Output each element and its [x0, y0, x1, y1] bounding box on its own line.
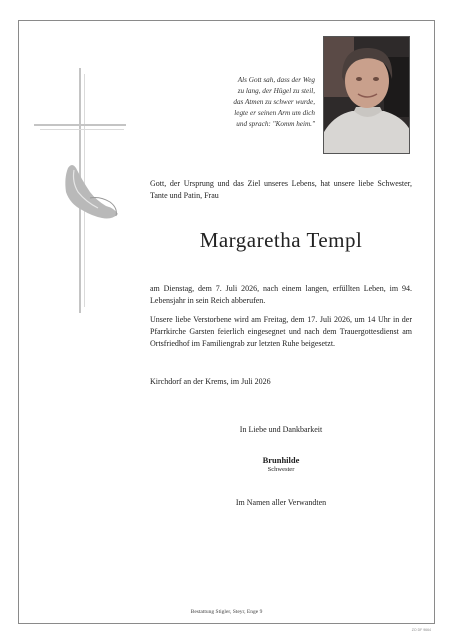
death-announcement: am Dienstag, dem 7. Juli 2026, nach einem langen, erfüllten Leben, im 94. Lebensjahr in sein Reich abberufen.: [150, 284, 412, 305]
place-date: Kirchdorf an der Krems, im Juli 2026: [150, 377, 271, 386]
deceased-name: Margaretha Templ: [199, 228, 363, 252]
poem-line: das Atmen zu schwer wurde,: [233, 98, 315, 106]
poem-line: und sprach: "Komm heim.": [236, 120, 315, 128]
poem-line: legte er seinen Arm um dich: [234, 109, 315, 117]
poem-line: Als Gott sah, dass der Weg: [237, 76, 315, 84]
praying-hands-icon: [65, 165, 118, 219]
document-code: ZO DF 9664: [411, 628, 431, 632]
mourner-name: Brunhilde: [262, 455, 300, 465]
funeral-details: Unsere liebe Verstorbene wird am Freitag, dem 17. Juli 2026, um 14 Uhr in der Pfarrkirche Garsten feierlich eingesegnet und nach dem Trauergottesdienst am Ortsfriedhof im Familiengrab zur letzten Ruhe beigesetzt.: [150, 315, 412, 348]
poem: [165, 75, 315, 130]
intro-text: Gott, der Ursprung und das Ziel unseres Lebens, hat unsere liebe Schwester, Tante und Patin, Frau: [150, 179, 412, 200]
footer-undertaker: Bestattung Stigler, Steyr, Enge 9: [190, 609, 263, 615]
poem-line: zu lang, der Hügel zu steil,: [237, 87, 315, 95]
mourner-relation: Schwester: [267, 466, 295, 473]
cross-icon: [30, 68, 130, 313]
relatives-line: Im Namen aller Verwandten: [235, 498, 327, 507]
love-line: In Liebe und Dankbarkeit: [239, 425, 323, 434]
portrait-photo: [323, 36, 410, 154]
